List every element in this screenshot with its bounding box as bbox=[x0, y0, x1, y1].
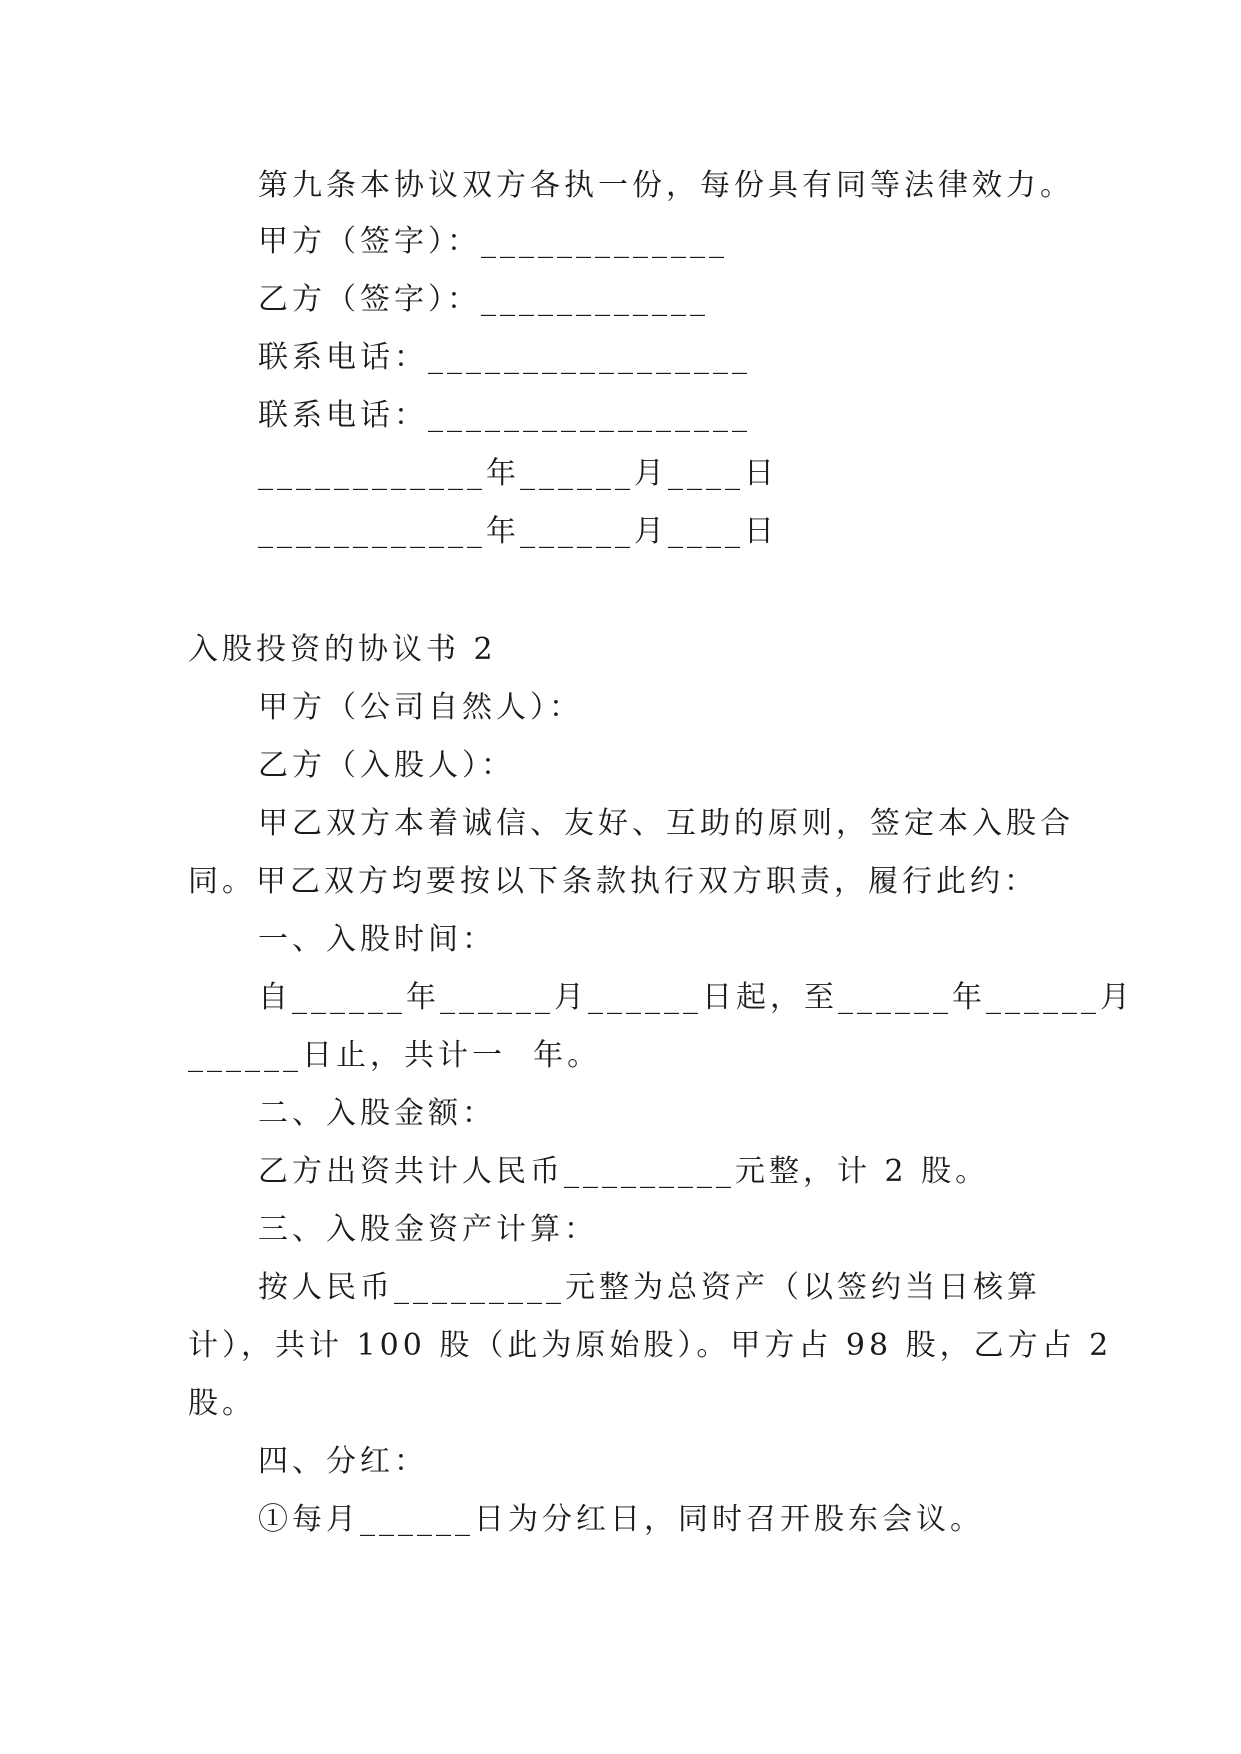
agreement-2-title: 入股投资的协议书 2 bbox=[188, 632, 497, 667]
preamble-line-2: 同。甲乙双方均要按以下条款执行双方职责，履行此约： bbox=[188, 864, 1038, 899]
preamble-line-1: 甲乙双方本着诚信、友好、互助的原则，签定本入股合 bbox=[258, 806, 1074, 841]
party-b-signature-line: 乙方（签字）：____________ bbox=[258, 282, 709, 317]
section-three-line-3: 股。 bbox=[188, 1386, 256, 1421]
date-line-1: ____________年______月____日 bbox=[258, 456, 778, 491]
section-two-amount: 乙方出资共计人民币_________元整，计 2 股。 bbox=[258, 1154, 990, 1189]
section-one-period-line-1: 自______年______月______日起，至______年______月 bbox=[258, 980, 1134, 1015]
contact-phone-line-1: 联系电话：_________________ bbox=[258, 340, 751, 375]
date-line-2: ____________年______月____日 bbox=[258, 514, 778, 549]
section-three-heading: 三、入股金资产计算： bbox=[258, 1212, 598, 1247]
section-one-heading: 一、入股时间： bbox=[258, 922, 496, 957]
party-a-signature-line: 甲方（签字）：_____________ bbox=[258, 224, 728, 259]
section-four-heading: 四、分红： bbox=[258, 1444, 428, 1479]
section-four-item-1: ①每月______日为分红日，同时召开股东会议。 bbox=[258, 1502, 984, 1537]
section-one-period-line-2: ______日止，共计一 年。 bbox=[188, 1038, 602, 1073]
section-three-line-1: 按人民币_________元整为总资产（以签约当日核算 bbox=[258, 1270, 1041, 1305]
party-b-label: 乙方（入股人）： bbox=[258, 748, 515, 783]
clause-nine: 第九条本协议双方各执一份，每份具有同等法律效力。 bbox=[258, 168, 1074, 203]
section-two-heading: 二、入股金额： bbox=[258, 1096, 496, 1131]
contact-phone-line-2: 联系电话：_________________ bbox=[258, 398, 751, 433]
section-three-line-2: 计），共计 100 股（此为原始股）。甲方占 98 股，乙方占 2 bbox=[188, 1328, 1113, 1363]
party-a-label: 甲方（公司自然人）： bbox=[258, 690, 583, 725]
